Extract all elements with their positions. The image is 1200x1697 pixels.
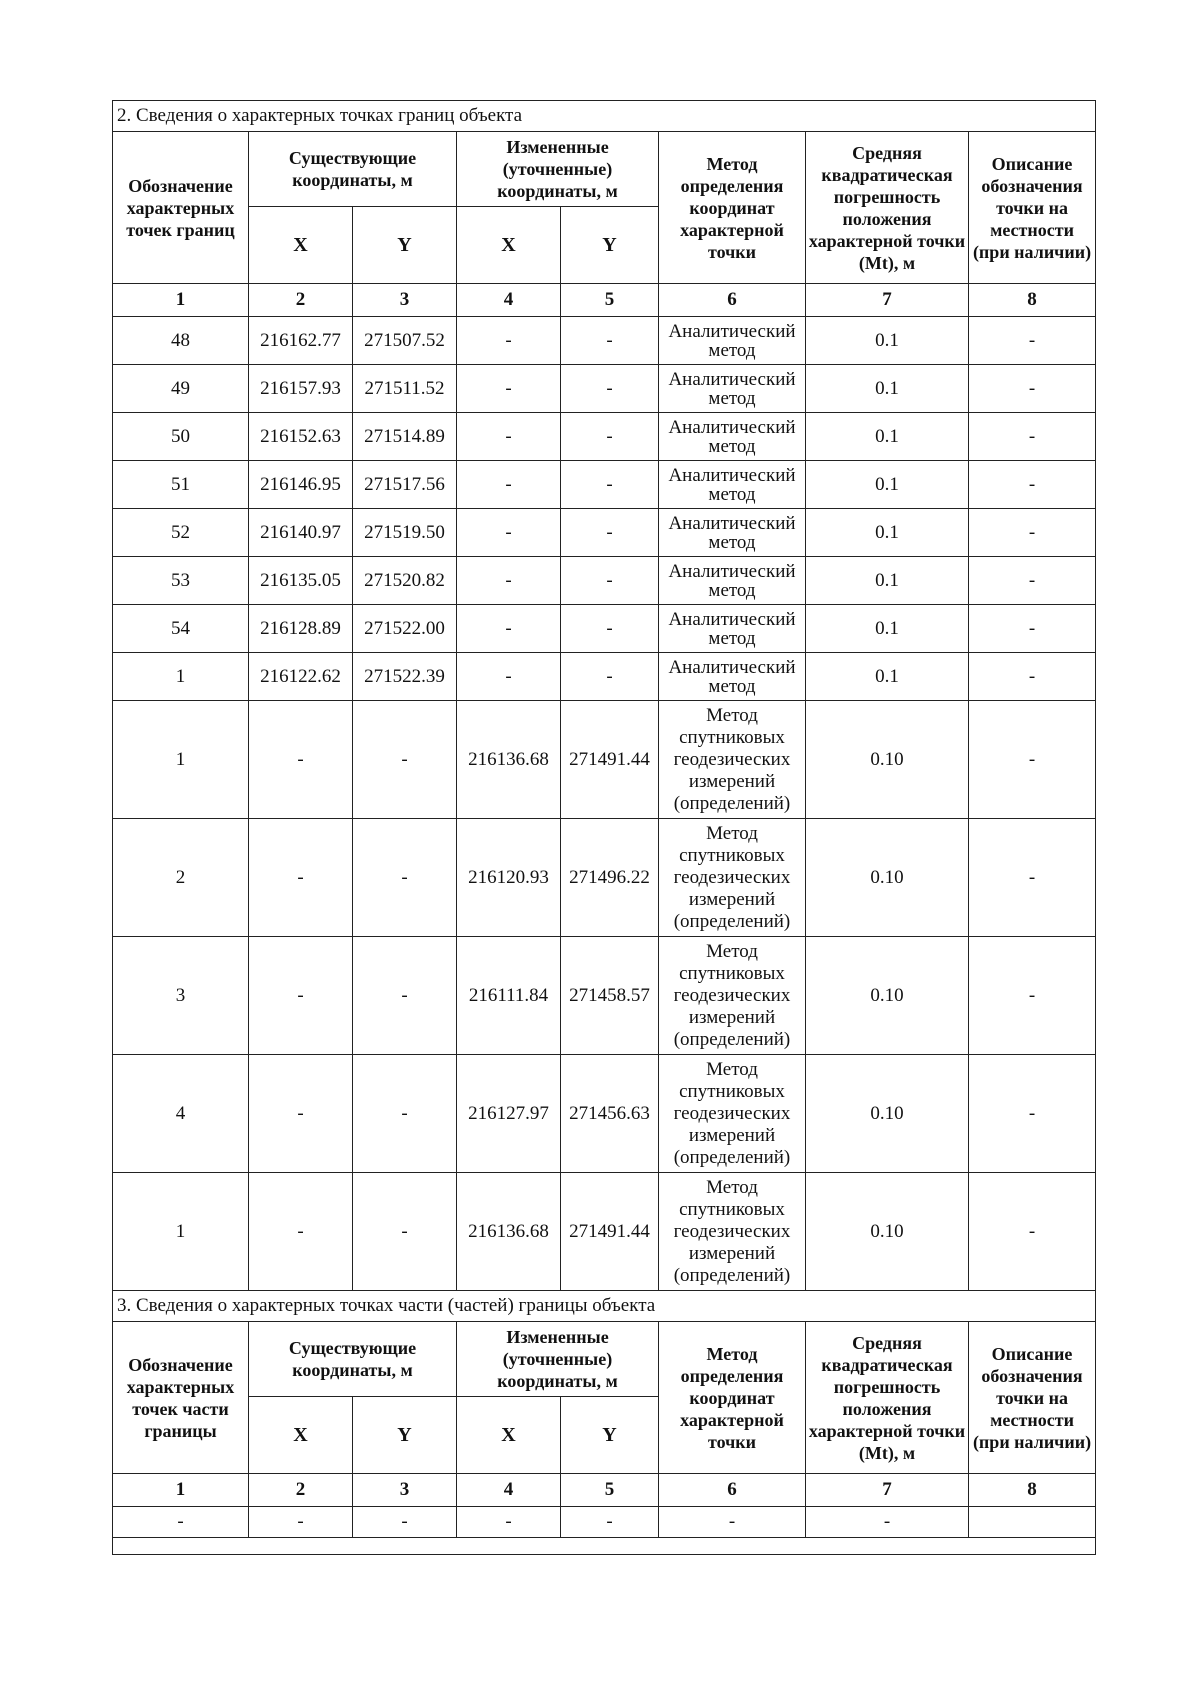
existing-y: 271519.50 bbox=[353, 509, 457, 557]
column-number: 6 bbox=[659, 284, 806, 317]
point-id: 52 bbox=[113, 509, 249, 557]
description bbox=[969, 1507, 1096, 1538]
existing-y: - bbox=[353, 1173, 457, 1291]
point-id: 1 bbox=[113, 701, 249, 819]
existing-x: - bbox=[249, 1173, 353, 1291]
points-table bbox=[112, 100, 1096, 1555]
existing-y: 271517.56 bbox=[353, 461, 457, 509]
table-row bbox=[113, 701, 1096, 819]
point-id: 54 bbox=[113, 605, 249, 653]
existing-y: - bbox=[353, 1055, 457, 1173]
table-row bbox=[113, 461, 1096, 509]
mt-error: 0.10 bbox=[806, 1173, 969, 1291]
changed-y: - bbox=[561, 557, 659, 605]
point-id: 1 bbox=[113, 1173, 249, 1291]
changed-x: - bbox=[457, 317, 561, 365]
point-id: 1 bbox=[113, 653, 249, 701]
document-page bbox=[112, 100, 1095, 1555]
description: - bbox=[969, 1055, 1096, 1173]
existing-y: 271507.52 bbox=[353, 317, 457, 365]
header-changed-y: Y bbox=[561, 207, 659, 284]
changed-y: - bbox=[561, 365, 659, 413]
header-method: Метод определения координат характерной точки bbox=[659, 132, 806, 284]
header-designation: Обозначение характерных точек границ bbox=[113, 132, 249, 284]
changed-x: - bbox=[457, 413, 561, 461]
column-number: 2 bbox=[249, 284, 353, 317]
blank-cell bbox=[113, 1538, 1096, 1555]
existing-x: 216135.05 bbox=[249, 557, 353, 605]
point-id: 2 bbox=[113, 819, 249, 937]
header-existing-y: Y bbox=[353, 207, 457, 284]
table-row bbox=[113, 317, 1096, 365]
table-row bbox=[113, 605, 1096, 653]
method: Аналитический метод bbox=[659, 605, 806, 653]
changed-x: - bbox=[457, 509, 561, 557]
mt-error: 0.10 bbox=[806, 1055, 969, 1173]
method: Аналитический метод bbox=[659, 509, 806, 557]
header-changed-x: X bbox=[457, 207, 561, 284]
changed-x: 216136.68 bbox=[457, 701, 561, 819]
changed-x: - bbox=[457, 461, 561, 509]
changed-x: - bbox=[457, 653, 561, 701]
method: Метод спутниковых геодезических измерений (определений) bbox=[659, 1055, 806, 1173]
changed-y: - bbox=[561, 1507, 659, 1538]
column-number: 5 bbox=[561, 1474, 659, 1507]
description: - bbox=[969, 509, 1096, 557]
description: - bbox=[969, 605, 1096, 653]
changed-y: - bbox=[561, 509, 659, 557]
existing-x: - bbox=[249, 1507, 353, 1538]
point-id: 3 bbox=[113, 937, 249, 1055]
column-number: 8 bbox=[969, 284, 1096, 317]
description: - bbox=[969, 819, 1096, 937]
description: - bbox=[969, 413, 1096, 461]
table-row bbox=[113, 937, 1096, 1055]
existing-y: - bbox=[353, 701, 457, 819]
existing-x: 216122.62 bbox=[249, 653, 353, 701]
header-existing-x: X bbox=[249, 1397, 353, 1474]
point-id: 50 bbox=[113, 413, 249, 461]
description: - bbox=[969, 461, 1096, 509]
point-id: 49 bbox=[113, 365, 249, 413]
table-row bbox=[113, 1055, 1096, 1173]
header-existing-y: Y bbox=[353, 1397, 457, 1474]
point-id: 48 bbox=[113, 317, 249, 365]
method: Аналитический метод bbox=[659, 653, 806, 701]
existing-x: - bbox=[249, 937, 353, 1055]
existing-x: 216152.63 bbox=[249, 413, 353, 461]
existing-y: 271520.82 bbox=[353, 557, 457, 605]
header-changed-y: Y bbox=[561, 1397, 659, 1474]
column-number: 7 bbox=[806, 284, 969, 317]
mt-error: 0.1 bbox=[806, 365, 969, 413]
existing-y: - bbox=[353, 819, 457, 937]
existing-x: - bbox=[249, 819, 353, 937]
header-changed-coords: Измененные (уточненные) координаты, м bbox=[457, 1322, 659, 1397]
table-row bbox=[113, 509, 1096, 557]
header-changed-coords: Измененные (уточненные) координаты, м bbox=[457, 132, 659, 207]
column-number: 1 bbox=[113, 1474, 249, 1507]
changed-y: - bbox=[561, 461, 659, 509]
header-error: Средняя квадратическая погрешность положения характерной точки (Mt), м bbox=[806, 1322, 969, 1474]
column-number: 3 bbox=[353, 284, 457, 317]
changed-x: - bbox=[457, 365, 561, 413]
column-number: 3 bbox=[353, 1474, 457, 1507]
method: - bbox=[659, 1507, 806, 1538]
changed-x: - bbox=[457, 557, 561, 605]
description: - bbox=[969, 653, 1096, 701]
changed-x: 216127.97 bbox=[457, 1055, 561, 1173]
changed-y: 271456.63 bbox=[561, 1055, 659, 1173]
method: Аналитический метод bbox=[659, 365, 806, 413]
point-id: 53 bbox=[113, 557, 249, 605]
column-number: 2 bbox=[249, 1474, 353, 1507]
changed-x: - bbox=[457, 605, 561, 653]
changed-x: 216111.84 bbox=[457, 937, 561, 1055]
header-existing-x: X bbox=[249, 207, 353, 284]
method: Аналитический метод bbox=[659, 317, 806, 365]
method: Аналитический метод bbox=[659, 557, 806, 605]
mt-error: 0.1 bbox=[806, 509, 969, 557]
changed-y: - bbox=[561, 653, 659, 701]
description: - bbox=[969, 701, 1096, 819]
method: Метод спутниковых геодезических измерений (определений) bbox=[659, 1173, 806, 1291]
blank-row bbox=[113, 1538, 1096, 1555]
changed-y: 271496.22 bbox=[561, 819, 659, 937]
changed-y: 271491.44 bbox=[561, 701, 659, 819]
table-row bbox=[113, 413, 1096, 461]
description: - bbox=[969, 557, 1096, 605]
changed-x: 216120.93 bbox=[457, 819, 561, 937]
description: - bbox=[969, 937, 1096, 1055]
method: Метод спутниковых геодезических измерений (определений) bbox=[659, 819, 806, 937]
mt-error: 0.10 bbox=[806, 819, 969, 937]
table-row bbox=[113, 365, 1096, 413]
existing-x: 216162.77 bbox=[249, 317, 353, 365]
existing-y: 271522.00 bbox=[353, 605, 457, 653]
existing-x: 216128.89 bbox=[249, 605, 353, 653]
mt-error: 0.1 bbox=[806, 605, 969, 653]
column-number: 6 bbox=[659, 1474, 806, 1507]
point-id: 4 bbox=[113, 1055, 249, 1173]
method: Метод спутниковых геодезических измерений (определений) bbox=[659, 701, 806, 819]
existing-y: - bbox=[353, 937, 457, 1055]
mt-error: 0.10 bbox=[806, 937, 969, 1055]
changed-y: - bbox=[561, 413, 659, 461]
existing-x: - bbox=[249, 1055, 353, 1173]
mt-error: 0.1 bbox=[806, 317, 969, 365]
description: - bbox=[969, 317, 1096, 365]
changed-y: - bbox=[561, 317, 659, 365]
existing-x: 216146.95 bbox=[249, 461, 353, 509]
column-number: 4 bbox=[457, 1474, 561, 1507]
header-description: Описание обозначения точки на местности (при наличии) bbox=[969, 132, 1096, 284]
column-number: 1 bbox=[113, 284, 249, 317]
changed-x: - bbox=[457, 1507, 561, 1538]
existing-x: - bbox=[249, 701, 353, 819]
changed-y: 271491.44 bbox=[561, 1173, 659, 1291]
existing-y: 271522.39 bbox=[353, 653, 457, 701]
header-error: Средняя квадратическая погрешность положения характерной точки (Mt), м bbox=[806, 132, 969, 284]
header-description: Описание обозначения точки на местности (при наличии) bbox=[969, 1322, 1096, 1474]
table-row bbox=[113, 1173, 1096, 1291]
column-number: 5 bbox=[561, 284, 659, 317]
header-designation: Обозначение характерных точек части границы bbox=[113, 1322, 249, 1474]
mt-error: 0.1 bbox=[806, 557, 969, 605]
header-existing-coords: Существующие координаты, м bbox=[249, 132, 457, 207]
method: Аналитический метод bbox=[659, 461, 806, 509]
mt-error: 0.10 bbox=[806, 701, 969, 819]
method: Метод спутниковых геодезических измерений (определений) bbox=[659, 937, 806, 1055]
table-row bbox=[113, 819, 1096, 937]
column-number: 4 bbox=[457, 284, 561, 317]
table-row bbox=[113, 1507, 1096, 1538]
existing-y: - bbox=[353, 1507, 457, 1538]
changed-y: - bbox=[561, 605, 659, 653]
mt-error: 0.1 bbox=[806, 413, 969, 461]
existing-x: 216140.97 bbox=[249, 509, 353, 557]
header-method: Метод определения координат характерной точки bbox=[659, 1322, 806, 1474]
column-number: 8 bbox=[969, 1474, 1096, 1507]
method: Аналитический метод bbox=[659, 413, 806, 461]
point-id: 51 bbox=[113, 461, 249, 509]
existing-x: 216157.93 bbox=[249, 365, 353, 413]
table-row bbox=[113, 653, 1096, 701]
header-changed-x: X bbox=[457, 1397, 561, 1474]
mt-error: - bbox=[806, 1507, 969, 1538]
section-3-title: 3. Сведения о характерных точках части (частей) границы объекта bbox=[113, 1291, 1096, 1322]
existing-y: 271511.52 bbox=[353, 365, 457, 413]
header-existing-coords: Существующие координаты, м bbox=[249, 1322, 457, 1397]
mt-error: 0.1 bbox=[806, 461, 969, 509]
table-row bbox=[113, 557, 1096, 605]
description: - bbox=[969, 365, 1096, 413]
changed-x: 216136.68 bbox=[457, 1173, 561, 1291]
column-number: 7 bbox=[806, 1474, 969, 1507]
section-2-title: 2. Сведения о характерных точках границ объекта bbox=[113, 101, 1096, 132]
changed-y: 271458.57 bbox=[561, 937, 659, 1055]
mt-error: 0.1 bbox=[806, 653, 969, 701]
existing-y: 271514.89 bbox=[353, 413, 457, 461]
description: - bbox=[969, 1173, 1096, 1291]
point-id: - bbox=[113, 1507, 249, 1538]
